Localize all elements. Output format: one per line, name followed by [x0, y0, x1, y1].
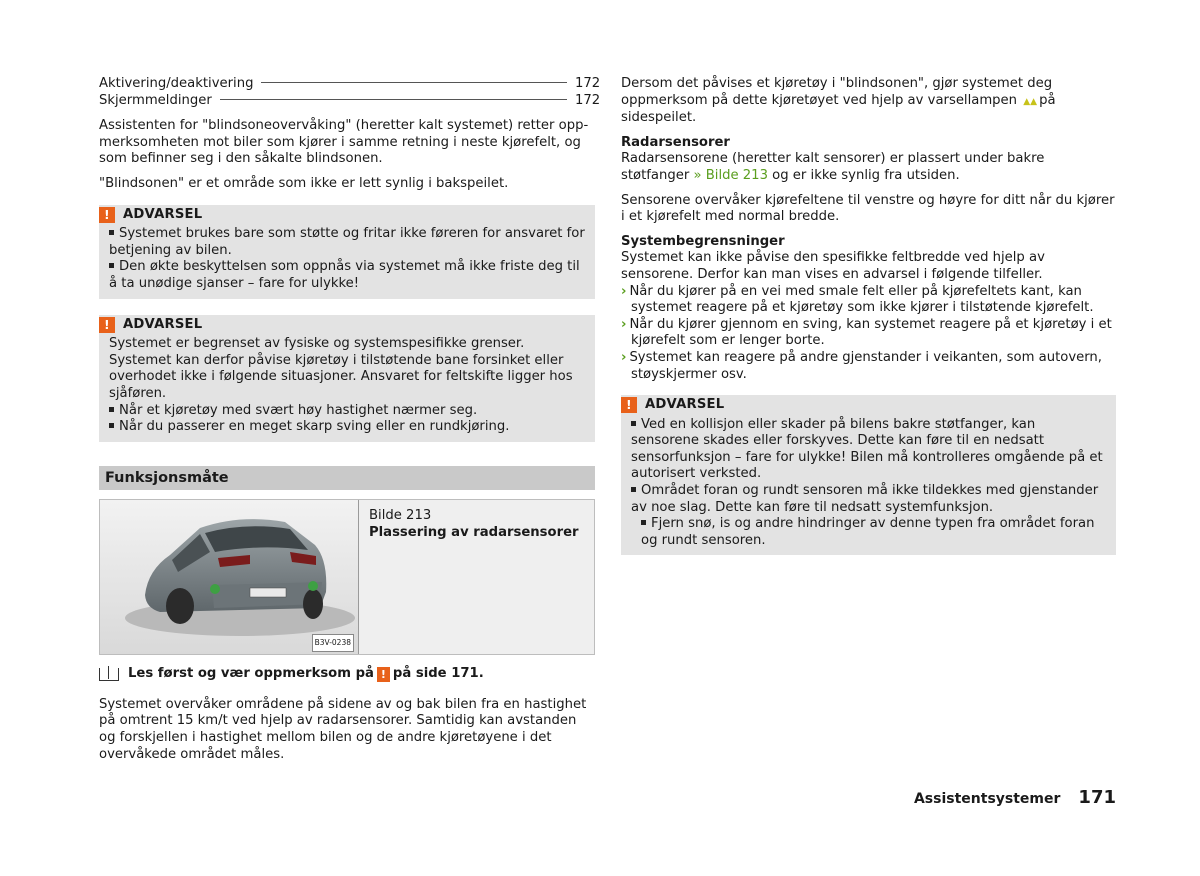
- warning-heading: [99, 207, 595, 224]
- radar-paragraph-2: Sensorene overvåker kjørefeltene til venstre og høyre for ditt når du kjører i et kjørefelt med normal bredde.: [621, 192, 1115, 225]
- figure-title: Plassering av radarsensorer: [369, 524, 579, 540]
- warning-item: Ved en kollisjon eller skader på bilens bakre støtfanger, kan sensorene skades eller forskyves. Dette kan føre til en nedsatt sensorfunksjon – fare for ulykke! Bilen må kontrolleres omgående på et autorisert verksted.: [631, 416, 1103, 482]
- warning-item: Systemet brukes bare som støtte og fritar ikke føreren for ansvaret for betjening av bilen.: [109, 226, 585, 258]
- toc-page: 172: [575, 92, 601, 108]
- toc-leader: [261, 82, 567, 83]
- page-number: 171: [1078, 787, 1116, 808]
- warning-icon: !: [377, 667, 390, 682]
- car-illustration-svg: [100, 500, 358, 654]
- warning-heading-text: ADVARSEL: [123, 206, 203, 222]
- warning-item: Når du passerer en meget skarp sving eller en rundkjøring.: [109, 419, 585, 436]
- read-first-note: Les først og vær oppmerksom på ! på side 171.: [99, 666, 595, 683]
- intro-paragraph: "Blindsonen" er et område som ikke er lett synlig i bakspeilet.: [99, 175, 509, 191]
- subheading-limits: Systembegrensninger: [621, 233, 785, 249]
- warning-item: Den økte beskyttelsen som oppnås via systemet må ikke friste deg til å ta unødige sjanser – fare for ulykke!: [109, 259, 580, 291]
- chevron-right-icon: ›: [621, 283, 627, 299]
- toc-leader: [220, 99, 567, 100]
- car-rear-illustration: [100, 500, 359, 654]
- chapter-title: Assistentsystemer: [913, 791, 1061, 807]
- warning-heading: [621, 397, 1116, 414]
- warning-icon: !: [99, 317, 115, 333]
- warning-box: [99, 205, 595, 299]
- toc-page: 172: [575, 76, 601, 91]
- bullet-square-icon: [109, 263, 114, 268]
- warning-icon: !: [99, 207, 115, 223]
- figure-number: Bilde 213: [369, 508, 432, 524]
- figure-caption: [359, 500, 594, 654]
- book-icon: [99, 668, 119, 681]
- warning-item: Området foran og rundt sensoren må ikke tildekkes med gjenstander av noe slag. Dette kan føre til nedsatt systemfunksjon.: [631, 483, 1099, 515]
- section-heading: Funksjonsmåte: [99, 466, 595, 491]
- limit-item: › Når du kjører gjennom en sving, kan systemet reagere på et kjøretøy i et kjørefelt som er lenger borte.: [621, 316, 1112, 349]
- toc-title: Aktivering/deaktivering: [99, 76, 254, 91]
- right-column: [621, 76, 1116, 571]
- warning-text: Systemet er begrenset av fysiske og systemspesifikke grenser. Systemet kan derfor påvise kjøretøy i tilstøtende bane forsinket eller overhodet ikke i følgende situasjoner. Ansvaret for feltskifte ligger hos sjåføren.: [109, 336, 573, 401]
- bullet-square-icon: [109, 423, 114, 428]
- warning-box: [621, 395, 1116, 555]
- chevron-right-icon: ›: [621, 349, 627, 365]
- figure-link[interactable]: » Bilde 213: [693, 167, 768, 183]
- subheading-radar: Radarsensorer: [621, 134, 730, 150]
- left-column: [99, 76, 601, 771]
- intro-paragraph: Assistenten for "blindsoneovervåking" (heretter kalt systemet) retter oppmerksomheten mot biler som kjører i samme retning i neste kjørefelt, og som befinner seg i den såkalte blindsonen.: [99, 118, 589, 167]
- bullet-square-icon: [631, 421, 636, 426]
- right-intro-paragraph: Dersom det påvises et kjøretøy i "blindsonen", gjør systemet deg oppmerksom på dette kjøretøyet ved hjelp av varsellampen ▲▲ på sidespeilet.: [621, 76, 1056, 126]
- chevron-right-icon: ›: [621, 316, 627, 332]
- warning-heading-text: ADVARSEL: [123, 316, 203, 332]
- figure-code: B3V-0238: [312, 634, 354, 653]
- bullet-square-icon: [631, 487, 636, 492]
- body-paragraph: Systemet overvåker områdene på sidene av og bak bilen fra en hastighet på omtrent 15 km/t ved hjelp av radarsensorer. Samtidig kan avstanden og forskjellen i hastighet mellom bilen og de andre kjøretøyene i det overvåkede området måles.: [99, 696, 587, 762]
- figure: [99, 499, 595, 655]
- warning-heading: [99, 317, 595, 334]
- limit-item: › Når du kjører på en vei med smale felt eller på kjørefeltets kant, kan systemet reagere på et kjøretøy som ikke kjører i tilstøtende kjørefelt.: [621, 283, 1094, 316]
- toc-title: Skjermmeldinger: [99, 92, 212, 108]
- toc-row[interactable]: [99, 92, 601, 110]
- bullet-square-icon: [109, 230, 114, 235]
- limits-paragraph: Systemet kan ikke påvise den spesifikke feltbredde ved hjelp av sensorene. Derfor kan man vises en advarsel i følgende tilfeller.: [621, 250, 1045, 282]
- toc-row[interactable]: [99, 76, 601, 93]
- warning-subitem: Fjern snø, is og andre hindringer av denne typen fra området foran og rundt sensoren.: [641, 516, 1095, 548]
- bullet-square-icon: [641, 520, 646, 525]
- warning-lamp-icon: ▲▲: [1023, 96, 1038, 107]
- warning-item: Når et kjøretøy med svært høy hastighet nærmer seg.: [109, 403, 585, 420]
- warning-box: [99, 315, 595, 442]
- warning-icon: !: [621, 397, 637, 413]
- page-footer: [914, 787, 1116, 808]
- bullet-square-icon: [109, 407, 114, 412]
- radar-paragraph: Radarsensorene (heretter kalt sensorer) er plassert under bakre støtfanger » Bilde 213 og er ikke synlig fra utsiden.: [621, 151, 1045, 183]
- warning-heading-text: ADVARSEL: [645, 397, 725, 413]
- limit-item: › Systemet kan reagere på andre gjenstander i veikanten, som autovern, støyskjermer osv.: [621, 349, 1102, 382]
